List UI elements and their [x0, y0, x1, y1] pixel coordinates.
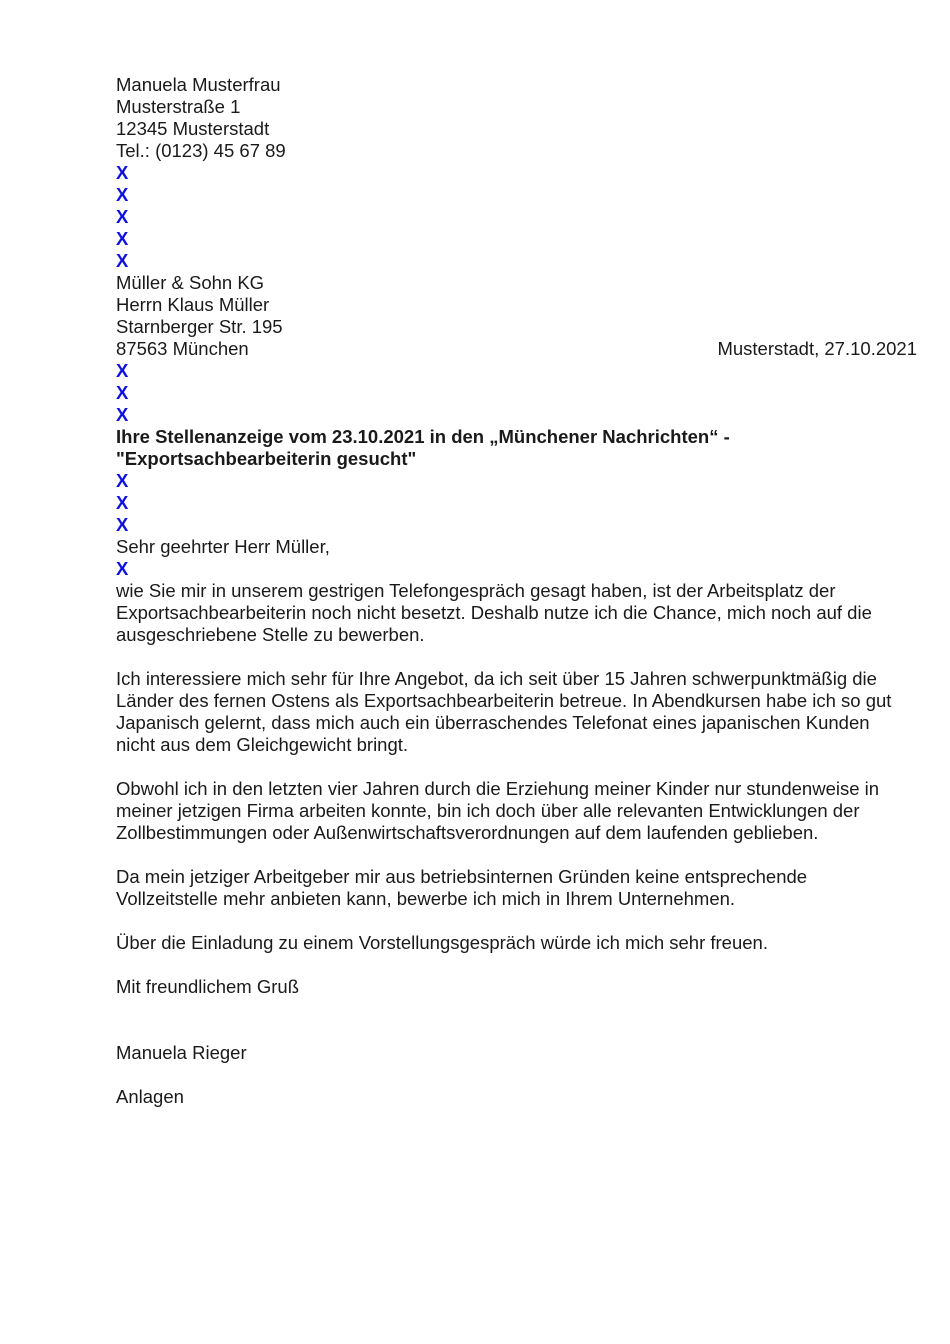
paragraph-line: Länder des fernen Ostens als Exportsachbearbeiterin betreue. In Abendkursen habe ich so gut [116, 690, 892, 711]
paragraph-5 [116, 932, 926, 954]
paragraph-4 [116, 866, 926, 910]
recipient-street: Starnberger Str. 195 [116, 316, 283, 337]
paragraph-3 [116, 778, 926, 844]
spacer-marker: X [116, 404, 129, 425]
sender-city: 12345 Musterstadt [116, 118, 270, 139]
paragraph-line: Exportsachbearbeiterin noch nicht besetzt. Deshalb nutze ich die Chance, mich noch auf die [116, 602, 872, 623]
paragraph-line: Da mein jetziger Arbeitgeber mir aus betriebsinternen Gründen keine entsprechende [116, 866, 808, 887]
signature-name: Manuela Rieger [116, 1042, 247, 1063]
closing [116, 976, 926, 998]
recipient-company: Müller & Sohn KG [116, 272, 265, 293]
recipient-city: 87563 München [116, 338, 249, 359]
sender-block [116, 74, 730, 580]
paragraph-line: nicht aus dem Gleichgewicht bringt. [116, 734, 409, 755]
place-date: Musterstadt, 27.10.2021 [717, 338, 917, 359]
spacer-marker: X [116, 184, 129, 205]
paragraph-line: Vollzeitstelle mehr anbieten kann, bewerbe ich mich in Ihrem Unternehmen. [116, 888, 736, 909]
spacer-marker: X [116, 228, 129, 249]
attachments-label: Anlagen [116, 1086, 184, 1107]
paragraph-line: Zollbestimmungen oder Außenwirtschaftsverordnungen auf dem laufenden geblieben. [116, 822, 819, 843]
spacer-marker: X [116, 514, 129, 535]
paragraph-line: Über die Einladung zu einem Vorstellungsgespräch würde ich mich sehr freuen. [116, 932, 768, 953]
paragraph-line: wie Sie mir in unserem gestrigen Telefongespräch gesagt haben, ist der Arbeitsplatz der [116, 580, 836, 601]
spacer-marker: X [116, 162, 129, 183]
spacer-marker: X [116, 470, 129, 491]
subject-line-1: Ihre Stellenanzeige vom 23.10.2021 in den „Münchener Nachrichten“ - [116, 426, 730, 447]
closing-text: Mit freundlichem Gruß [116, 976, 299, 997]
spacer-marker: X [116, 250, 129, 271]
paragraph-2 [116, 668, 926, 756]
paragraph-line: meiner jetzigen Firma arbeiten konnte, bin ich doch über alle relevanten Entwicklungen der [116, 800, 860, 821]
paragraph-line: ausgeschriebene Stelle zu bewerben. [116, 624, 425, 645]
paragraph-line: Ich interessiere mich sehr für Ihre Angebot, da ich seit über 15 Jahren schwerpunktmäßig die [116, 668, 877, 689]
salutation: Sehr geehrter Herr Müller, [116, 536, 330, 557]
spacer-marker: X [116, 492, 129, 513]
signature [116, 1042, 926, 1064]
spacer-marker: X [116, 382, 129, 403]
spacer-marker: X [116, 558, 129, 579]
recipient-person: Herrn Klaus Müller [116, 294, 270, 315]
paragraph-line: Japanisch gelernt, dass mich auch ein überraschendes Telefonat eines japanischen Kunden [116, 712, 870, 733]
spacer-marker: X [116, 360, 129, 381]
spacer-marker: X [116, 206, 129, 227]
sender-phone: Tel.: (0123) 45 67 89 [116, 140, 286, 161]
paragraph-1 [116, 580, 926, 646]
subject-line-2: "Exportsachbearbeiterin gesucht" [116, 448, 417, 469]
paragraph-line: Obwohl ich in den letzten vier Jahren durch die Erziehung meiner Kinder nur stundenweise in [116, 778, 880, 799]
sender-name: Manuela Musterfrau [116, 74, 281, 95]
attachments [116, 1086, 926, 1108]
sender-street: Musterstraße 1 [116, 96, 241, 117]
